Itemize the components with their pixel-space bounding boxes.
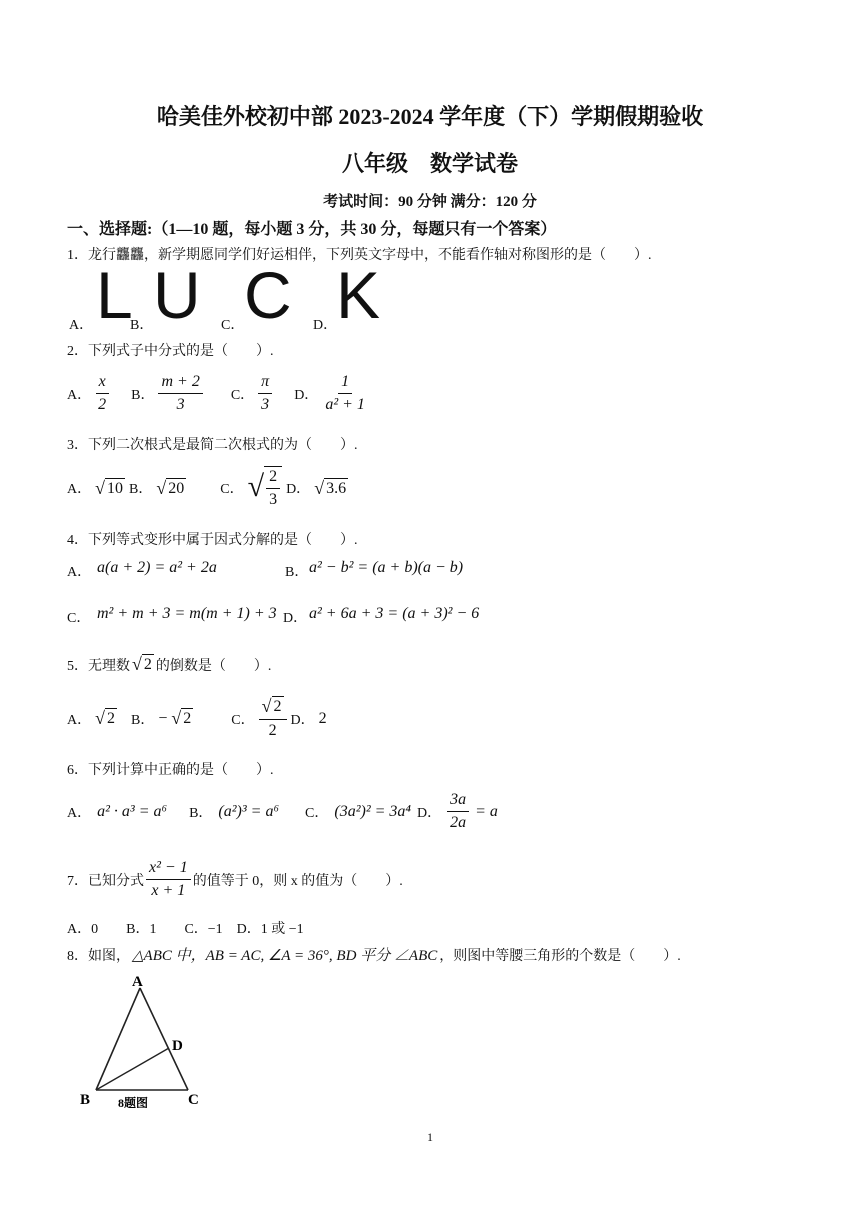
- q4-option-a-label: A．: [67, 565, 92, 580]
- q5-sqrt-a: √ 2: [95, 708, 116, 728]
- q5-sqrt-b: √ 2: [171, 708, 192, 728]
- q4-option-c-expr: m² + m + 3 = m(m + 1) + 3: [97, 605, 277, 622]
- label-b: B: [80, 1092, 91, 1108]
- q2-option-a-label: A．: [67, 387, 92, 403]
- q4-option-d-label: D．: [283, 611, 308, 626]
- q6-option-a-expr: a² · a³ = a⁶: [97, 802, 168, 820]
- q1-option-d-label: D．: [313, 318, 338, 333]
- q2-options: [67, 372, 368, 415]
- q5-c-num: 2: [273, 698, 282, 715]
- q5-options: [67, 696, 327, 741]
- q7-options: A．0 B．1 C．−1 D．1 或 −1: [67, 922, 304, 937]
- q3-option-a-label: A．: [67, 482, 92, 497]
- q2-option-b-label: B．: [131, 387, 155, 403]
- exam-info: 考试时间：90 分钟 满分：120 分: [323, 194, 537, 210]
- q3-sqrt-c: √ $\frac{2}{3}$: [248, 466, 282, 510]
- q5-c-den: 2: [268, 722, 277, 739]
- q2-fraction-a: [95, 372, 109, 415]
- page-number: 1: [427, 1130, 433, 1144]
- q6-d-den: 2a: [450, 814, 467, 831]
- q2-fraction-c: [258, 372, 272, 415]
- q3-d-value: 3.6: [326, 479, 347, 497]
- q3-option-b-label: B．: [129, 482, 153, 497]
- section-heading: 一、选择题:（1—10 题，每小题 3 分，共 30 分，每题只有一个答案）: [67, 221, 557, 238]
- q5-stem-rad: 2: [143, 656, 152, 673]
- question-1-stem: 1．龙行龘龘，新学期愿同学们好运相伴，下列英文字母中，不能看作轴对称图形的是（ ）.: [67, 248, 652, 263]
- q8-stem-math: △ABC 中，AB = AC, ∠A = 36°, BD 平分 ∠ABC: [132, 948, 438, 964]
- exam-subtitle: 八年级 数学试卷: [341, 151, 518, 176]
- question-2-stem: 2．下列式子中分式的是（ ）.: [67, 344, 274, 359]
- q3-c-num: 2: [266, 467, 280, 489]
- q8-stem-pre: 8．如图，: [67, 948, 130, 964]
- q5-option-d-label: D．: [290, 712, 315, 728]
- q3-sqrt-b: √ 20: [156, 477, 185, 498]
- q7-stem-post: 的值等于 0，则 x 的值为（ ）.: [192, 873, 403, 889]
- side-ab: [96, 988, 140, 1090]
- q6-option-b-expr: (a²)³ = a⁶: [218, 802, 280, 820]
- q6-option-d-label: D．: [416, 805, 442, 821]
- q6-options: [67, 790, 498, 833]
- figure-caption: 8题图: [118, 1096, 149, 1108]
- q7-fraction: [146, 858, 191, 901]
- q3-c-den: 3: [269, 491, 278, 508]
- question-5-stem: [67, 654, 271, 675]
- q1-letter-u: U: [153, 258, 201, 332]
- q6-option-b-label: B．: [189, 805, 213, 821]
- label-d: D: [172, 1038, 183, 1054]
- q3-options: [67, 466, 348, 510]
- question-7-stem: [67, 858, 403, 901]
- q3-sqrt-a: √ 10: [95, 477, 124, 498]
- q3-b-value: 20: [168, 479, 185, 497]
- q6-d-num: 3a: [447, 790, 469, 812]
- q5-option-b-label: B．: [131, 712, 155, 728]
- q6-option-c-expr: (3a²)² = 3a⁴: [334, 802, 411, 820]
- q2-d-den: a² + 1: [325, 396, 365, 413]
- label-c: C: [188, 1092, 199, 1108]
- q2-c-den: 3: [261, 396, 270, 413]
- bisector-bd: [96, 1048, 169, 1090]
- q1-option-c-label: C．: [221, 318, 245, 333]
- q4-option-b-expr: a² − b² = (a + b)(a − b): [309, 559, 464, 576]
- question-6-stem: 6．下列计算中正确的是（ ）.: [67, 763, 274, 778]
- q8-stem-post: ，则图中等腰三角形的个数是（ ）.: [439, 948, 681, 964]
- q2-fraction-d: [322, 372, 368, 415]
- q7-num: x² − 1: [146, 858, 191, 880]
- label-a: A: [132, 974, 143, 990]
- q3-option-c-label: C．: [220, 482, 244, 497]
- q1-option-a-label: A．: [69, 318, 94, 333]
- question-8-stem: [67, 944, 681, 965]
- q1-letter-l: L: [96, 258, 133, 332]
- q5-d-value: 2: [318, 709, 327, 727]
- q5-option-c-label: C．: [231, 712, 255, 728]
- q2-a-den: 2: [98, 396, 107, 413]
- q5-fraction-c: √ 2 2: [259, 696, 287, 741]
- q4-option-b-label: B．: [285, 565, 309, 580]
- q2-a-num: x: [96, 372, 109, 394]
- q2-option-c-label: C．: [230, 387, 255, 403]
- q2-b-num: m + 2: [158, 372, 202, 394]
- q2-option-d-label: D．: [294, 387, 319, 403]
- q2-fraction-b: [158, 372, 202, 415]
- q6-fraction-d: [447, 790, 469, 833]
- q7-den: x + 1: [151, 882, 186, 899]
- q5-a-value: 2: [107, 710, 116, 727]
- triangle-figure: [76, 970, 216, 1108]
- q5-option-a-label: A．: [67, 712, 92, 728]
- q5-b-value: 2: [183, 710, 192, 727]
- q3-sqrt-d: √ 3.6: [314, 477, 347, 498]
- q1-letter-c: C: [244, 258, 292, 332]
- question-3-stem: 3．下列二次根式是最简二次根式的为（ ）.: [67, 438, 358, 453]
- q2-d-num: 1: [338, 372, 352, 394]
- question-4-stem: 4．下列等式变形中属于因式分解的是（ ）.: [67, 533, 358, 548]
- q6-option-c-label: C．: [305, 805, 329, 821]
- q3-option-d-label: D．: [286, 482, 311, 497]
- q5-stem-post: 的倒数是（ ）.: [155, 658, 272, 674]
- q4-option-a-expr: a(a + 2) = a² + 2a: [97, 559, 217, 576]
- q6-option-a-label: A．: [67, 805, 92, 821]
- q4-option-c-label: C．: [67, 611, 91, 626]
- q5-stem-sqrt: √ 2: [132, 654, 152, 674]
- q5-b-sign: −: [158, 709, 168, 727]
- q5-stem-pre: 5．无理数: [67, 658, 130, 674]
- q2-b-den: 3: [176, 396, 185, 413]
- q3-a-value: 10: [107, 479, 124, 497]
- exam-title: 哈美佳外校初中部 2023-2024 学年度（下）学期假期验收: [156, 104, 704, 129]
- q2-c-num: π: [258, 372, 272, 394]
- q1-option-b-label: B．: [130, 318, 154, 333]
- q4-option-d-expr: a² + 6a + 3 = (a + 3)² − 6: [309, 605, 480, 622]
- q6-d-rhs: = a: [475, 802, 498, 820]
- q1-letter-k: K: [336, 258, 381, 332]
- q7-stem-pre: 7．已知分式: [67, 873, 144, 889]
